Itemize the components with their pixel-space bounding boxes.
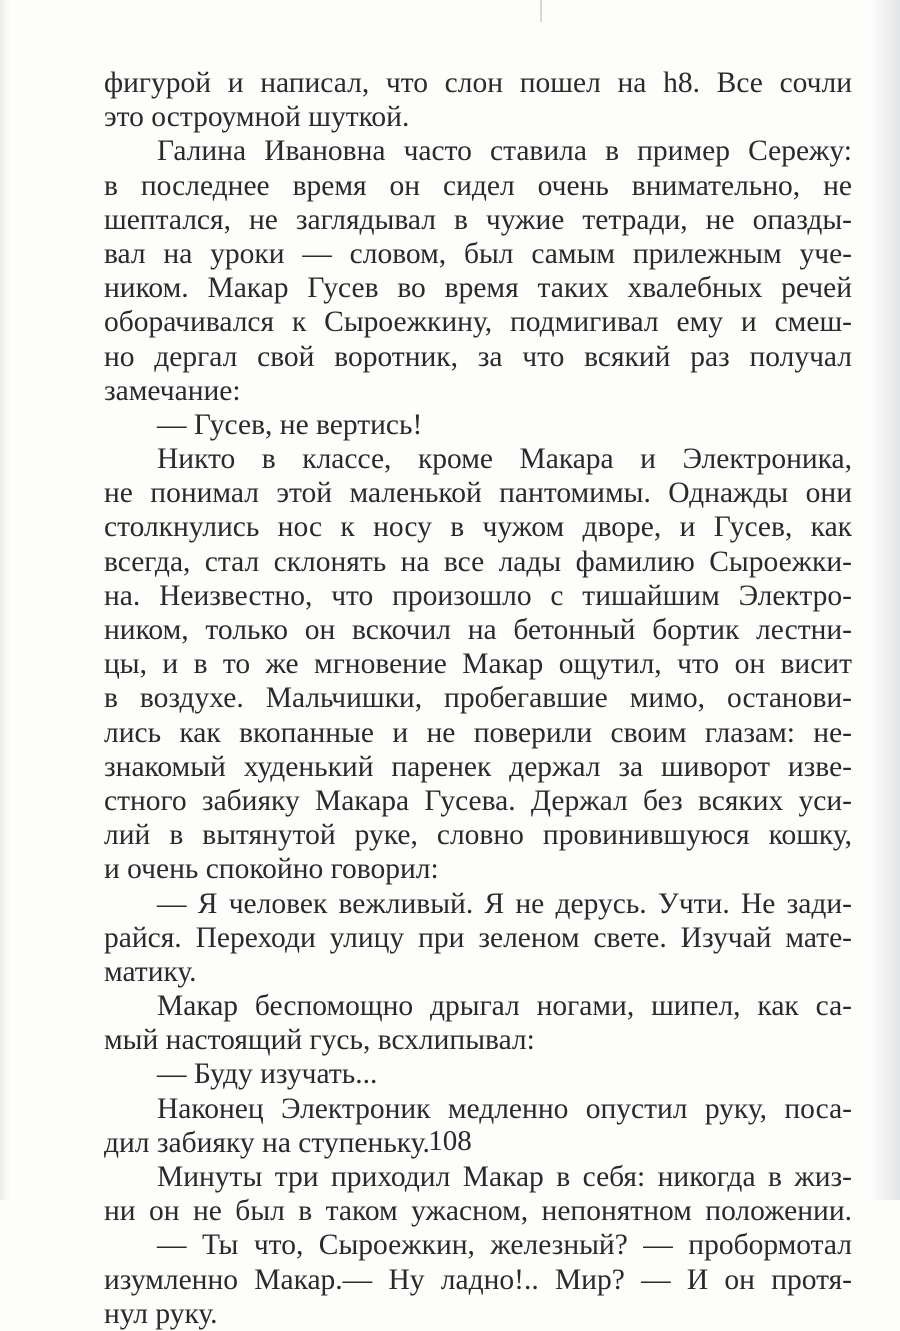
page-edge-left (0, 0, 10, 1200)
text-line: замечание: (104, 374, 241, 407)
text-line: Никто в классе, кроме Макара и Электроника, (157, 443, 852, 476)
text-line: — Я человек вежливый. Я не дерусь. Учти. Не зади- (157, 887, 852, 920)
text-line: — Ты что, Сыроежкин, железный? — пробормотал (157, 1229, 852, 1262)
top-bleed-mark (540, 0, 542, 22)
text-line: оборачивался к Сыроежкину, подмигивал ему и смеш- (104, 306, 852, 339)
text-line: на. Неизвестно, что произошло с тишайшим Электро- (104, 579, 852, 612)
text-line: в воздухе. Мальчишки, пробегавшие мимо, останови- (104, 682, 852, 715)
text-line: Макар беспомощно дрыгал ногами, шипел, как са- (157, 990, 852, 1023)
text-line: цы, и в то же мгновение Макар ощутил, что он висит (104, 648, 852, 681)
text-line: фигурой и написал, что слон пошел на h8. Все сочли (104, 67, 852, 99)
text-line: но дергал свой воротник, за что всякий раз получал (104, 340, 852, 373)
text-line: ни он не был в таком ужасном, непонятном положении. (104, 1195, 852, 1228)
text-line: дил забияку на ступеньку. (104, 1126, 430, 1159)
text-line: стного забияку Макара Гусева. Держал без всяких уси- (104, 784, 852, 817)
text-line: всегда, стал склонять на все лады фамилию Сыроежки- (104, 545, 852, 578)
text-line: Галина Ивановна часто ставила в пример Сережу: (157, 135, 852, 168)
page-edge-right (870, 0, 900, 1200)
text-line: мый настоящий гусь, всхлипывал: (104, 1024, 535, 1057)
text-line: знакомый худенький паренек держал за шиворот изве- (104, 750, 852, 783)
text-line: столкнулись нос к носу в чужом дворе, и Гусев, как (104, 511, 852, 544)
text-line: и очень спокойно говорил: (104, 853, 439, 886)
text-line: матику. (104, 955, 197, 988)
text-line: лись как вкопанные и не поверили своим глазам: не- (104, 716, 852, 749)
text-line: ником. Макар Гусев во время таких хвалебных речей (104, 272, 852, 305)
text-line: не понимал этой маленькой пантомимы. Однажды они (104, 477, 852, 510)
text-line: изумленно Макар.— Ну ладно!.. Мир? — И он протя- (104, 1263, 852, 1296)
text-line: Наконец Электроник медленно опустил руку, поса- (157, 1092, 852, 1125)
text-line: — Буду изучать... (157, 1058, 378, 1091)
text-line: ником, только он вскочил на бетонный бортик лестни- (104, 614, 852, 646)
text-line: — Гусев, не вертись! (157, 408, 423, 441)
text-line: лий в вытянутой руке, словно провинившуюся кошку, (104, 819, 852, 852)
text-line: это остроумной шуткой. (104, 101, 410, 134)
text-line: в последнее время он сидел очень внимательно, не (104, 169, 852, 202)
text-line: райся. Переходи улицу при зеленом свете. Изучай мате- (104, 921, 852, 954)
text-line: вал на уроки — словом, был самым прилежным уче- (104, 237, 852, 270)
text-line: нул руку. (104, 1297, 218, 1330)
text-line: Минуты три приходил Макар в себя: никогда в жиз- (157, 1161, 852, 1193)
page-number: 108 (428, 1125, 472, 1157)
text-line: шептался, не заглядывал в чужие тетради, не опазды- (104, 203, 852, 236)
